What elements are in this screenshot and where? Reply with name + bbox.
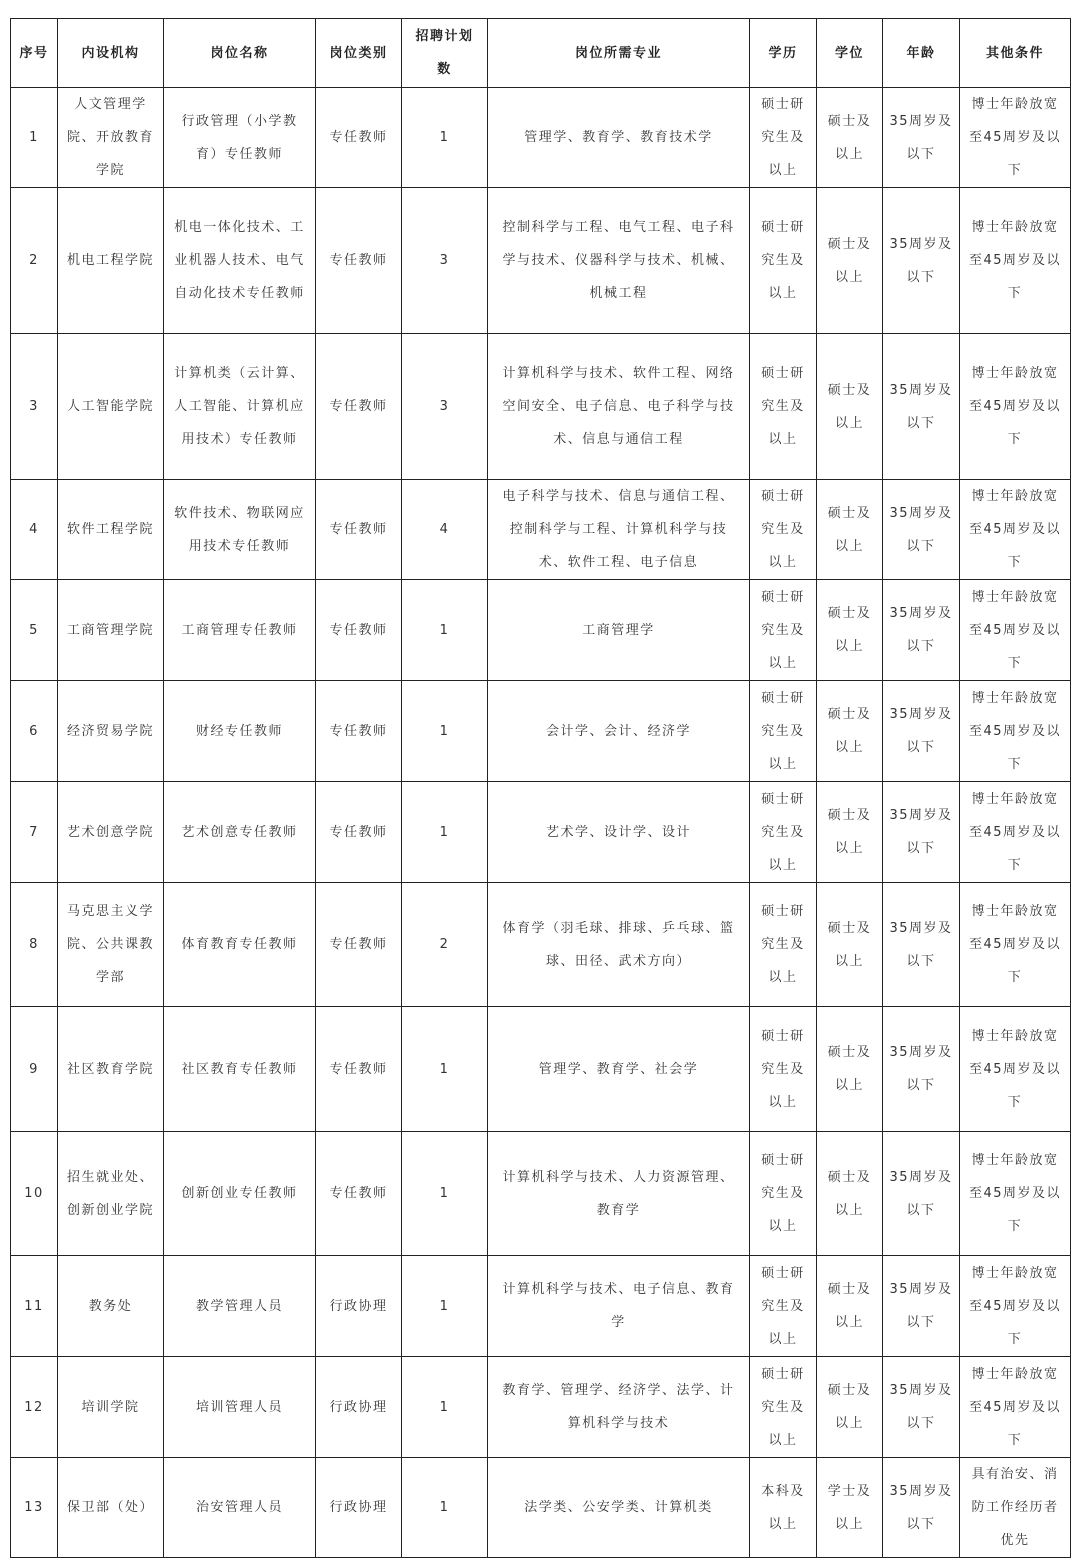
- cell-count: 1: [402, 1458, 488, 1558]
- cell-other: 博士年龄放宽至45周岁及以下: [960, 334, 1071, 480]
- cell-dept: 软件工程学院: [58, 480, 164, 580]
- table-row: [11, 1007, 1071, 1132]
- header-major: 岗位所需专业: [488, 19, 750, 88]
- cell-major: 体育学（羽毛球、排球、乒乓球、篮球、田径、武术方向）: [488, 883, 750, 1007]
- cell-post: 机电一体化技术、工业机器人技术、电气自动化技术专任教师: [164, 188, 316, 334]
- cell-type: 专任教师: [316, 188, 402, 334]
- cell-post: 艺术创意专任教师: [164, 782, 316, 883]
- cell-age: 35周岁及以下: [883, 1357, 960, 1458]
- cell-major: 控制科学与工程、电气工程、电子科学与技术、仪器科学与技术、机械、机械工程: [488, 188, 750, 334]
- cell-age: 35周岁及以下: [883, 480, 960, 580]
- cell-major: 艺术学、设计学、设计: [488, 782, 750, 883]
- cell-degree: 硕士及以上: [817, 883, 883, 1007]
- cell-degree: 硕士及以上: [817, 681, 883, 782]
- cell-post: 治安管理人员: [164, 1458, 316, 1558]
- cell-other: 博士年龄放宽至45周岁及以下: [960, 188, 1071, 334]
- table-row: [11, 883, 1071, 1007]
- cell-no: 3: [11, 334, 58, 480]
- header-dept: 内设机构: [58, 19, 164, 88]
- cell-type: 专任教师: [316, 1007, 402, 1132]
- cell-other: 博士年龄放宽至45周岁及以下: [960, 480, 1071, 580]
- cell-post: 教学管理人员: [164, 1256, 316, 1357]
- cell-dept: 工商管理学院: [58, 580, 164, 681]
- cell-post: 工商管理专任教师: [164, 580, 316, 681]
- cell-major: 电子科学与技术、信息与通信工程、控制科学与工程、计算机科学与技术、软件工程、电子信息: [488, 480, 750, 580]
- cell-type: 专任教师: [316, 1132, 402, 1256]
- cell-age: 35周岁及以下: [883, 883, 960, 1007]
- table-row: [11, 1256, 1071, 1357]
- cell-other: 博士年龄放宽至45周岁及以下: [960, 883, 1071, 1007]
- cell-age: 35周岁及以下: [883, 334, 960, 480]
- cell-dept: 保卫部（处）: [58, 1458, 164, 1558]
- cell-dept: 招生就业处、创新创业学院: [58, 1132, 164, 1256]
- cell-dept: 社区教育学院: [58, 1007, 164, 1132]
- cell-count: 1: [402, 681, 488, 782]
- cell-type: 行政协理: [316, 1357, 402, 1458]
- table-row: [11, 88, 1071, 188]
- cell-major: 管理学、教育学、社会学: [488, 1007, 750, 1132]
- cell-age: 35周岁及以下: [883, 1458, 960, 1558]
- cell-count: 1: [402, 1256, 488, 1357]
- cell-edu: 本科及以上: [750, 1458, 817, 1558]
- cell-count: 3: [402, 334, 488, 480]
- table-row: [11, 188, 1071, 334]
- header-degree: 学位: [817, 19, 883, 88]
- cell-age: 35周岁及以下: [883, 1256, 960, 1357]
- cell-major: 计算机科学与技术、电子信息、教育学: [488, 1256, 750, 1357]
- cell-other: 博士年龄放宽至45周岁及以下: [960, 580, 1071, 681]
- cell-type: 专任教师: [316, 883, 402, 1007]
- table-row: [11, 681, 1071, 782]
- cell-degree: 学士及以上: [817, 1458, 883, 1558]
- cell-age: 35周岁及以下: [883, 188, 960, 334]
- cell-no: 12: [11, 1357, 58, 1458]
- cell-no: 2: [11, 188, 58, 334]
- cell-degree: 硕士及以上: [817, 1256, 883, 1357]
- cell-age: 35周岁及以下: [883, 1132, 960, 1256]
- cell-other: 博士年龄放宽至45周岁及以下: [960, 681, 1071, 782]
- header-post: 岗位名称: [164, 19, 316, 88]
- cell-edu: 硕士研究生及以上: [750, 334, 817, 480]
- table-row: [11, 1357, 1071, 1458]
- cell-major: 教育学、管理学、经济学、法学、计算机科学与技术: [488, 1357, 750, 1458]
- cell-no: 10: [11, 1132, 58, 1256]
- cell-degree: 硕士及以上: [817, 782, 883, 883]
- cell-no: 13: [11, 1458, 58, 1558]
- cell-edu: 硕士研究生及以上: [750, 782, 817, 883]
- cell-major: 计算机科学与技术、人力资源管理、教育学: [488, 1132, 750, 1256]
- cell-edu: 硕士研究生及以上: [750, 1007, 817, 1132]
- cell-no: 6: [11, 681, 58, 782]
- cell-degree: 硕士及以上: [817, 580, 883, 681]
- cell-no: 5: [11, 580, 58, 681]
- header-other: 其他条件: [960, 19, 1071, 88]
- cell-edu: 硕士研究生及以上: [750, 580, 817, 681]
- header-count: 招聘计划数: [402, 19, 488, 88]
- cell-dept: 人工智能学院: [58, 334, 164, 480]
- cell-edu: 硕士研究生及以上: [750, 88, 817, 188]
- cell-post: 培训管理人员: [164, 1357, 316, 1458]
- cell-post: 计算机类（云计算、人工智能、计算机应用技术）专任教师: [164, 334, 316, 480]
- header-no: 序号: [11, 19, 58, 88]
- cell-age: 35周岁及以下: [883, 681, 960, 782]
- cell-dept: 培训学院: [58, 1357, 164, 1458]
- cell-type: 专任教师: [316, 88, 402, 188]
- cell-type: 专任教师: [316, 334, 402, 480]
- cell-age: 35周岁及以下: [883, 88, 960, 188]
- cell-dept: 机电工程学院: [58, 188, 164, 334]
- cell-major: 计算机科学与技术、软件工程、网络空间安全、电子信息、电子科学与技术、信息与通信工程: [488, 334, 750, 480]
- cell-no: 1: [11, 88, 58, 188]
- cell-post: 创新创业专任教师: [164, 1132, 316, 1256]
- cell-degree: 硕士及以上: [817, 1007, 883, 1132]
- cell-degree: 硕士及以上: [817, 334, 883, 480]
- cell-no: 4: [11, 480, 58, 580]
- cell-other: 博士年龄放宽至45周岁及以下: [960, 1256, 1071, 1357]
- cell-type: 专任教师: [316, 480, 402, 580]
- cell-count: 1: [402, 1357, 488, 1458]
- table-row: [11, 334, 1071, 480]
- cell-no: 7: [11, 782, 58, 883]
- cell-other: 具有治安、消防工作经历者优先: [960, 1458, 1071, 1558]
- cell-count: 1: [402, 782, 488, 883]
- cell-post: 社区教育专任教师: [164, 1007, 316, 1132]
- table-row: [11, 580, 1071, 681]
- cell-edu: 硕士研究生及以上: [750, 1357, 817, 1458]
- cell-major: 管理学、教育学、教育技术学: [488, 88, 750, 188]
- cell-other: 博士年龄放宽至45周岁及以下: [960, 1357, 1071, 1458]
- cell-major: 法学类、公安学类、计算机类: [488, 1458, 750, 1558]
- cell-type: 专任教师: [316, 580, 402, 681]
- cell-degree: 硕士及以上: [817, 480, 883, 580]
- cell-degree: 硕士及以上: [817, 1132, 883, 1256]
- table-row: [11, 1458, 1071, 1558]
- cell-no: 11: [11, 1256, 58, 1357]
- table-row: [11, 1132, 1071, 1256]
- cell-major: 工商管理学: [488, 580, 750, 681]
- cell-type: 行政协理: [316, 1458, 402, 1558]
- cell-edu: 硕士研究生及以上: [750, 1256, 817, 1357]
- header-type: 岗位类别: [316, 19, 402, 88]
- table-row: [11, 480, 1071, 580]
- header-row: [11, 19, 1071, 88]
- cell-count: 3: [402, 188, 488, 334]
- cell-edu: 硕士研究生及以上: [750, 480, 817, 580]
- cell-edu: 硕士研究生及以上: [750, 188, 817, 334]
- cell-post: 行政管理（小学教育）专任教师: [164, 88, 316, 188]
- cell-dept: 人文管理学院、开放教育学院: [58, 88, 164, 188]
- cell-count: 2: [402, 883, 488, 1007]
- cell-edu: 硕士研究生及以上: [750, 883, 817, 1007]
- cell-post: 软件技术、物联网应用技术专任教师: [164, 480, 316, 580]
- cell-dept: 艺术创意学院: [58, 782, 164, 883]
- recruitment-table: [10, 18, 1071, 1558]
- cell-degree: 硕士及以上: [817, 188, 883, 334]
- cell-type: 专任教师: [316, 782, 402, 883]
- cell-dept: 经济贸易学院: [58, 681, 164, 782]
- cell-count: 1: [402, 1132, 488, 1256]
- cell-count: 1: [402, 88, 488, 188]
- table-row: [11, 782, 1071, 883]
- cell-type: 行政协理: [316, 1256, 402, 1357]
- cell-post: 体育教育专任教师: [164, 883, 316, 1007]
- cell-edu: 硕士研究生及以上: [750, 681, 817, 782]
- cell-dept: 教务处: [58, 1256, 164, 1357]
- cell-degree: 硕士及以上: [817, 1357, 883, 1458]
- cell-count: 1: [402, 580, 488, 681]
- cell-age: 35周岁及以下: [883, 782, 960, 883]
- cell-other: 博士年龄放宽至45周岁及以下: [960, 782, 1071, 883]
- header-edu: 学历: [750, 19, 817, 88]
- cell-no: 8: [11, 883, 58, 1007]
- cell-age: 35周岁及以下: [883, 1007, 960, 1132]
- cell-other: 博士年龄放宽至45周岁及以下: [960, 88, 1071, 188]
- table-body: [11, 88, 1071, 1558]
- header-age: 年龄: [883, 19, 960, 88]
- cell-type: 专任教师: [316, 681, 402, 782]
- cell-count: 4: [402, 480, 488, 580]
- cell-degree: 硕士及以上: [817, 88, 883, 188]
- cell-age: 35周岁及以下: [883, 580, 960, 681]
- cell-no: 9: [11, 1007, 58, 1132]
- cell-other: 博士年龄放宽至45周岁及以下: [960, 1132, 1071, 1256]
- cell-major: 会计学、会计、经济学: [488, 681, 750, 782]
- cell-count: 1: [402, 1007, 488, 1132]
- cell-edu: 硕士研究生及以上: [750, 1132, 817, 1256]
- cell-other: 博士年龄放宽至45周岁及以下: [960, 1007, 1071, 1132]
- cell-post: 财经专任教师: [164, 681, 316, 782]
- cell-dept: 马克思主义学院、公共课教学部: [58, 883, 164, 1007]
